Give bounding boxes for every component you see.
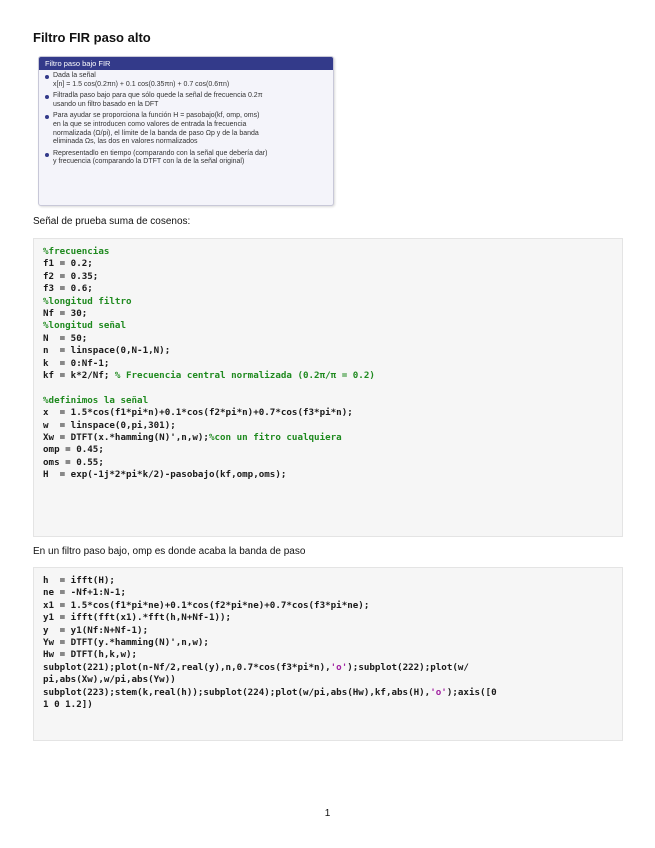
slide-bullet-line: en la que se introducen como valores de entrada la frecuencia bbox=[53, 120, 247, 128]
code-token: Hw = DTFT(h,k,w); bbox=[43, 649, 138, 661]
code-line bbox=[43, 407, 613, 419]
code-token: H = exp(-1j*2*pi*k/2)-pasobajo(kf,omp,oms); bbox=[43, 469, 287, 481]
code-line bbox=[43, 687, 613, 699]
code-comment: %longitud señal bbox=[43, 320, 126, 332]
code-line bbox=[43, 395, 613, 407]
slide-bullet-line: Para ayudar se proporciona la función H = pasobajo(kf, omp, oms) bbox=[53, 112, 260, 120]
slide-bullet-line: Filtradla paso bajo para que sólo quede la señal de frecuencia 0.2π bbox=[53, 92, 263, 100]
slide-title: Filtro paso bajo FIR bbox=[39, 57, 333, 70]
slide-bullet-line: Representadlo en tiempo (comparando con la señal que debería dar) bbox=[53, 149, 268, 157]
code-line bbox=[43, 612, 613, 624]
code-token: N = 50; bbox=[43, 332, 88, 344]
slide-bullet bbox=[53, 150, 327, 167]
slide-bullet-line: usando un filtro basado en la DFT bbox=[53, 100, 159, 108]
code-token: k = 0:Nf-1; bbox=[43, 357, 110, 369]
slide-bullet-list bbox=[39, 72, 333, 167]
code-token: w = linspace(0,pi,301); bbox=[43, 419, 176, 431]
page-title: Filtro FIR paso alto bbox=[33, 30, 151, 45]
code-block-filter bbox=[33, 567, 623, 741]
code-token: omp = 0.45; bbox=[43, 444, 104, 456]
code-line bbox=[43, 370, 613, 382]
code-comment: %con un fitro cualquiera bbox=[208, 432, 342, 444]
code-token: x = 1.5*cos(f1*pi*n)+0.1*cos(f2*pi*n)+0.7*cos(f3*pi*n); bbox=[43, 407, 353, 419]
code-token: ne = -Nf+1:N-1; bbox=[43, 587, 126, 599]
code-token: y1 = ifft(fft(x1).*fft(h,N+Nf-1)); bbox=[43, 612, 232, 624]
code-token: f3 = 0.6; bbox=[43, 283, 93, 295]
code-line bbox=[43, 600, 613, 612]
code-line bbox=[43, 308, 613, 320]
code-comment: %frecuencias bbox=[43, 246, 110, 257]
slide-bullet bbox=[53, 92, 327, 109]
slide-bullet-line: x[n] = 1.5 cos(0.2πn) + 0.1 cos(0.35πn) + 0.7 cos(0.6πn) bbox=[53, 80, 230, 88]
code-line bbox=[43, 382, 613, 394]
code-line bbox=[43, 457, 613, 469]
code-line bbox=[43, 699, 613, 711]
code-line bbox=[43, 258, 613, 270]
code-line bbox=[43, 283, 613, 295]
code-line bbox=[43, 432, 613, 444]
code-token: pi,abs(Xw),w/pi,abs(Yw)) bbox=[43, 674, 176, 686]
code-string: 'o' bbox=[430, 686, 447, 698]
intro-text: Señal de prueba suma de cosenos: bbox=[33, 216, 191, 227]
slide-bullet-line: y frecuencia (comparando la DTFT con la de la señal original) bbox=[53, 158, 245, 166]
code-line bbox=[43, 420, 613, 432]
slide-bullet-line: normalizada (Ω/pi), el límite de la banda de paso Ωp y de la banda bbox=[53, 129, 259, 137]
code-token: 1 0 1.2]) bbox=[43, 699, 93, 711]
page-number: 1 bbox=[324, 808, 331, 819]
code-line bbox=[43, 320, 613, 332]
code-token: y = y1(Nf:N+Nf-1); bbox=[43, 624, 149, 636]
code-token: x1 = 1.5*cos(f1*pi*ne)+0.1*cos(f2*pi*ne)+0.7*cos(f3*pi*ne); bbox=[43, 599, 370, 611]
code-token: f1 = 0.2; bbox=[43, 258, 93, 270]
code-token: n = linspace(0,N-1,N); bbox=[43, 345, 171, 357]
code-token: subplot(221);plot(n-Nf/2,real(y),n,0.7*cos(f3*pi*n), bbox=[43, 661, 331, 673]
code-comment: %definimos la señal bbox=[43, 394, 149, 406]
code-line bbox=[43, 444, 613, 456]
code-line bbox=[43, 345, 613, 357]
code-block-signal bbox=[33, 238, 623, 537]
code-string: 'o' bbox=[330, 661, 348, 673]
code-token: Xw = DTFT(x.*hamming(N)',n,w); bbox=[43, 432, 209, 444]
code-token: oms = 0.55; bbox=[43, 456, 104, 468]
code-line bbox=[43, 637, 613, 649]
slide-bullet bbox=[53, 72, 327, 89]
code-line bbox=[43, 674, 613, 686]
code-line bbox=[43, 649, 613, 661]
slide-bullet bbox=[53, 112, 327, 146]
code-token: subplot(223);stem(k,real(h));subplot(224);plot(w/pi,abs(Hw),kf,abs(H), bbox=[43, 686, 431, 698]
code-line bbox=[43, 469, 613, 481]
code-line bbox=[43, 625, 613, 637]
slide-bullet-line: eliminada Ωs, las dos en valores normalizados bbox=[53, 138, 198, 146]
code-comment: %longitud filtro bbox=[43, 295, 132, 307]
code-line bbox=[43, 246, 613, 258]
code-token: Nf = 30; bbox=[43, 308, 88, 320]
code-line bbox=[43, 587, 613, 599]
code-line bbox=[43, 271, 613, 283]
code-token: h = ifft(H); bbox=[43, 575, 115, 586]
slide-image bbox=[38, 56, 334, 206]
code-comment: % Frecuencia central normalizada (0.2π/π = 0.2) bbox=[114, 370, 375, 382]
code-token: );axis([0 bbox=[446, 686, 497, 698]
lowpass-note: En un filtro paso bajo, omp es donde acaba la banda de paso bbox=[33, 546, 306, 557]
code-line bbox=[43, 358, 613, 370]
code-token: Yw = DTFT(y.*hamming(N)',n,w); bbox=[43, 637, 209, 649]
code-token: kf = k*2/Nf; bbox=[43, 370, 115, 382]
code-line bbox=[43, 333, 613, 345]
code-line bbox=[43, 296, 613, 308]
code-line bbox=[43, 575, 613, 587]
code-token: );subplot(222);plot(w/ bbox=[347, 661, 469, 673]
code-token: f2 = 0.35; bbox=[43, 270, 99, 282]
code-line bbox=[43, 662, 613, 674]
slide-bullet-line: Dada la señal bbox=[53, 72, 96, 79]
